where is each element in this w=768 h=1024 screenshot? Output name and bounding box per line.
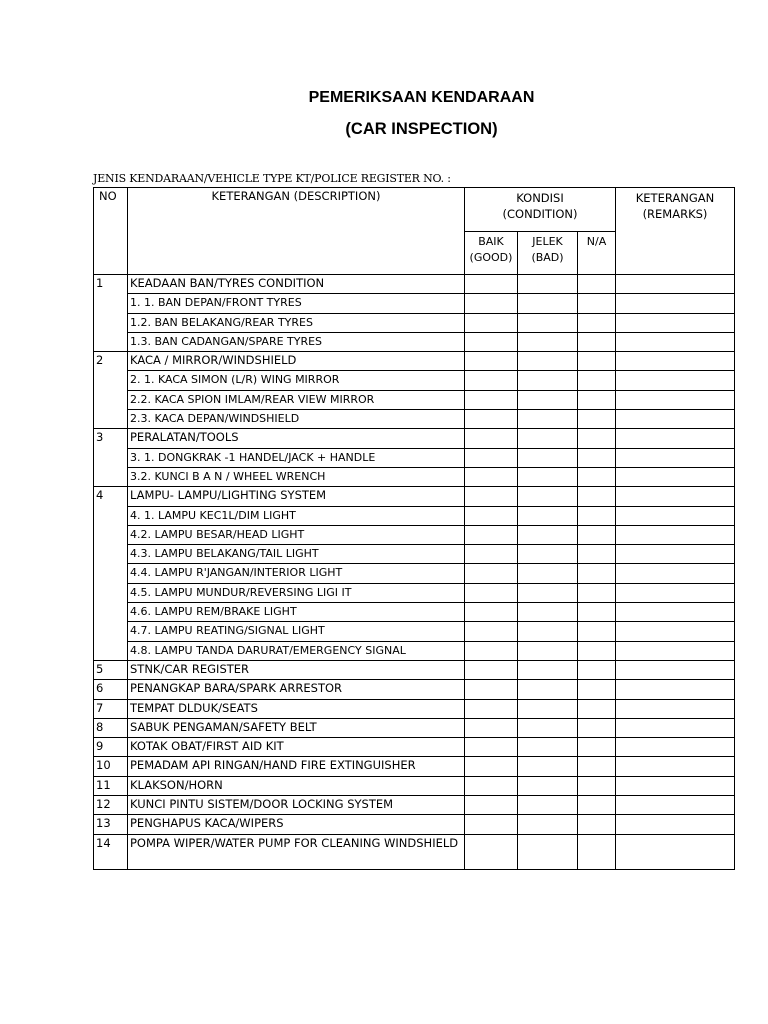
table-row <box>94 429 735 448</box>
cell-bad[interactable] <box>518 718 578 737</box>
cell-good[interactable] <box>465 834 518 869</box>
cell-bad[interactable] <box>518 332 578 351</box>
table-row <box>94 718 735 737</box>
cell-na[interactable] <box>578 467 616 486</box>
cell-good[interactable] <box>465 660 518 679</box>
row-description: LAMPU- LAMPU/LIGHTING SYSTEM <box>128 487 465 506</box>
cell-na[interactable] <box>578 545 616 564</box>
cell-na[interactable] <box>578 371 616 390</box>
table-row <box>94 757 735 776</box>
row-number: 9 <box>94 738 128 757</box>
row-description: KLAKSON/HORN <box>128 776 465 795</box>
cell-bad[interactable] <box>518 564 578 583</box>
cell-na[interactable] <box>578 680 616 699</box>
row-description: 4.7. LAMPU REATING/SIGNAL LIGHT <box>128 622 465 641</box>
row-description: PENANGKAP BARA/SPARK ARRESTOR <box>128 680 465 699</box>
table-row <box>94 352 735 371</box>
row-description: 4.2. LAMPU BESAR/HEAD LIGHT <box>128 525 465 544</box>
cell-remarks[interactable] <box>616 487 735 506</box>
cell-na[interactable] <box>578 603 616 622</box>
row-description: PERALATAN/TOOLS <box>128 429 465 448</box>
cell-bad[interactable] <box>518 525 578 544</box>
vehicle-type-line: JENIS KENDARAAN/VEHICLE TYPE KT/POLICE REGISTER NO. : <box>93 172 451 185</box>
table-row <box>94 448 735 467</box>
table-row <box>94 834 735 869</box>
row-number: 13 <box>94 815 128 834</box>
table-row <box>94 545 735 564</box>
header-na: N/A <box>578 232 616 275</box>
table-row <box>94 796 735 815</box>
table-row <box>94 390 735 409</box>
table-row <box>94 738 735 757</box>
table-row <box>94 603 735 622</box>
cell-remarks[interactable] <box>616 410 735 429</box>
header-no: NO <box>94 188 128 275</box>
cell-remarks[interactable] <box>616 776 735 795</box>
cell-good[interactable] <box>465 622 518 641</box>
header-condition-line1: KONDISI <box>516 191 564 205</box>
cell-good[interactable] <box>465 757 518 776</box>
cell-good[interactable] <box>465 583 518 602</box>
cell-na[interactable] <box>578 718 616 737</box>
cell-good[interactable] <box>465 313 518 332</box>
header-bad <box>518 232 578 275</box>
cell-remarks[interactable] <box>616 275 735 294</box>
cell-remarks[interactable] <box>616 390 735 409</box>
cell-na[interactable] <box>578 815 616 834</box>
cell-bad[interactable] <box>518 313 578 332</box>
cell-remarks[interactable] <box>616 332 735 351</box>
cell-remarks[interactable] <box>616 834 735 869</box>
row-description: KEADAAN BAN/TYRES CONDITION <box>128 275 465 294</box>
cell-bad[interactable] <box>518 660 578 679</box>
row-description: 1.2. BAN BELAKANG/REAR TYRES <box>128 313 465 332</box>
cell-good[interactable] <box>465 371 518 390</box>
row-number: 6 <box>94 680 128 699</box>
cell-good[interactable] <box>465 699 518 718</box>
cell-remarks[interactable] <box>616 294 735 313</box>
table-row <box>94 815 735 834</box>
row-description: 2. 1. KACA SIMON (L/R) WING MIRROR <box>128 371 465 390</box>
table-row <box>94 332 735 351</box>
cell-remarks[interactable] <box>616 815 735 834</box>
cell-remarks[interactable] <box>616 796 735 815</box>
row-description: SABUK PENGAMAN/SAFETY BELT <box>128 718 465 737</box>
row-number: 4 <box>94 487 128 661</box>
cell-na[interactable] <box>578 448 616 467</box>
table-row <box>94 313 735 332</box>
row-description: 4.6. LAMPU REM/BRAKE LIGHT <box>128 603 465 622</box>
cell-na[interactable] <box>578 429 616 448</box>
cell-good[interactable] <box>465 545 518 564</box>
cell-good[interactable] <box>465 448 518 467</box>
table-row <box>94 776 735 795</box>
row-description: 4.3. LAMPU BELAKANG/TAIL LIGHT <box>128 545 465 564</box>
cell-remarks[interactable] <box>616 757 735 776</box>
cell-bad[interactable] <box>518 448 578 467</box>
row-description: KOTAK OBAT/FIRST AID KIT <box>128 738 465 757</box>
cell-na[interactable] <box>578 834 616 869</box>
header-remarks <box>616 188 735 275</box>
table-row <box>94 583 735 602</box>
row-description: POMPA WIPER/WATER PUMP FOR CLEANING WINDSHIELD <box>128 834 465 869</box>
cell-remarks[interactable] <box>616 467 735 486</box>
cell-good[interactable] <box>465 275 518 294</box>
cell-good[interactable] <box>465 467 518 486</box>
cell-bad[interactable] <box>518 487 578 506</box>
cell-remarks[interactable] <box>616 622 735 641</box>
cell-na[interactable] <box>578 487 616 506</box>
cell-bad[interactable] <box>518 796 578 815</box>
cell-bad[interactable] <box>518 583 578 602</box>
cell-na[interactable] <box>578 332 616 351</box>
cell-good[interactable] <box>465 718 518 737</box>
row-description: KACA / MIRROR/WINDSHIELD <box>128 352 465 371</box>
cell-good[interactable] <box>465 332 518 351</box>
row-number: 12 <box>94 796 128 815</box>
row-description: 4. 1. LAMPU KEC1L/DIM LIGHT <box>128 506 465 525</box>
row-description: 3. 1. DONGKRAK -1 HANDEL/JACK + HANDLE <box>128 448 465 467</box>
cell-na[interactable] <box>578 275 616 294</box>
cell-remarks[interactable] <box>616 506 735 525</box>
row-description: PENGHAPUS KACA/WIPERS <box>128 815 465 834</box>
row-description: 3.2. KUNCI B A N / WHEEL WRENCH <box>128 467 465 486</box>
cell-bad[interactable] <box>518 622 578 641</box>
cell-good[interactable] <box>465 525 518 544</box>
cell-good[interactable] <box>465 738 518 757</box>
header-bad-line1: JELEK <box>532 235 563 248</box>
row-description: TEMPAT DLDUK/SEATS <box>128 699 465 718</box>
row-description: 2.2. KACA SPION IMLAM/REAR VIEW MIRROR <box>128 390 465 409</box>
table-row <box>94 641 735 660</box>
cell-na[interactable] <box>578 313 616 332</box>
cell-na[interactable] <box>578 738 616 757</box>
cell-remarks[interactable] <box>616 313 735 332</box>
cell-bad[interactable] <box>518 815 578 834</box>
table-row <box>94 680 735 699</box>
cell-na[interactable] <box>578 641 616 660</box>
table-row <box>94 622 735 641</box>
cell-good[interactable] <box>465 641 518 660</box>
cell-bad[interactable] <box>518 699 578 718</box>
table-row <box>94 371 735 390</box>
table-row <box>94 467 735 486</box>
cell-remarks[interactable] <box>616 583 735 602</box>
cell-good[interactable] <box>465 429 518 448</box>
cell-bad[interactable] <box>518 506 578 525</box>
cell-remarks[interactable] <box>616 718 735 737</box>
cell-bad[interactable] <box>518 352 578 371</box>
header-remarks-line2: (REMARKS) <box>642 207 708 221</box>
cell-good[interactable] <box>465 564 518 583</box>
cell-bad[interactable] <box>518 410 578 429</box>
row-description: 2.3. KACA DEPAN/WINDSHIELD <box>128 410 465 429</box>
cell-bad[interactable] <box>518 467 578 486</box>
cell-remarks[interactable] <box>616 641 735 660</box>
row-description: 4.5. LAMPU MUNDUR/REVERSING LIGI IT <box>128 583 465 602</box>
row-description: 4.8. LAMPU TANDA DARURAT/EMERGENCY SIGNAL <box>128 641 465 660</box>
cell-remarks[interactable] <box>616 564 735 583</box>
cell-bad[interactable] <box>518 680 578 699</box>
cell-na[interactable] <box>578 757 616 776</box>
document-title: PEMERIKSAAN KENDARAAN <box>308 89 535 106</box>
cell-na[interactable] <box>578 352 616 371</box>
cell-good[interactable] <box>465 352 518 371</box>
header-good <box>465 232 518 275</box>
cell-good[interactable] <box>465 603 518 622</box>
cell-bad[interactable] <box>518 776 578 795</box>
cell-remarks[interactable] <box>616 738 735 757</box>
cell-good[interactable] <box>465 294 518 313</box>
cell-na[interactable] <box>578 776 616 795</box>
table-row <box>94 410 735 429</box>
header-description: KETERANGAN (DESCRIPTION) <box>128 188 465 275</box>
cell-good[interactable] <box>465 680 518 699</box>
cell-remarks[interactable] <box>616 545 735 564</box>
row-description: 1.3. BAN CADANGAN/SPARE TYRES <box>128 332 465 351</box>
cell-bad[interactable] <box>518 757 578 776</box>
cell-na[interactable] <box>578 564 616 583</box>
cell-bad[interactable] <box>518 738 578 757</box>
row-number: 5 <box>94 660 128 679</box>
row-description: PEMADAM API RINGAN/HAND FIRE EXTINGUISHER <box>128 757 465 776</box>
cell-na[interactable] <box>578 525 616 544</box>
cell-good[interactable] <box>465 487 518 506</box>
row-number: 14 <box>94 834 128 869</box>
header-condition <box>465 188 616 232</box>
row-number: 8 <box>94 718 128 737</box>
row-description: 1. 1. BAN DEPAN/FRONT TYRES <box>128 294 465 313</box>
cell-good[interactable] <box>465 815 518 834</box>
row-description: 4.4. LAMPU R'JANGAN/INTERIOR LIGHT <box>128 564 465 583</box>
cell-good[interactable] <box>465 506 518 525</box>
cell-remarks[interactable] <box>616 448 735 467</box>
cell-bad[interactable] <box>518 429 578 448</box>
table-row <box>94 525 735 544</box>
row-number: 7 <box>94 699 128 718</box>
cell-remarks[interactable] <box>616 603 735 622</box>
row-number: 1 <box>94 275 128 352</box>
cell-na[interactable] <box>578 660 616 679</box>
cell-good[interactable] <box>465 390 518 409</box>
cell-na[interactable] <box>578 294 616 313</box>
cell-remarks[interactable] <box>616 371 735 390</box>
cell-bad[interactable] <box>518 641 578 660</box>
table-row <box>94 506 735 525</box>
header-condition-line2: (CONDITION) <box>502 207 578 221</box>
inspection-table <box>93 187 735 870</box>
header-bad-line2: (BAD) <box>531 251 564 264</box>
cell-good[interactable] <box>465 410 518 429</box>
cell-bad[interactable] <box>518 371 578 390</box>
row-description: KUNCI PINTU SISTEM/DOOR LOCKING SYSTEM <box>128 796 465 815</box>
header-good-line1: BAIK <box>478 235 504 248</box>
table-row <box>94 487 735 506</box>
cell-remarks[interactable] <box>616 429 735 448</box>
table-row <box>94 699 735 718</box>
cell-bad[interactable] <box>518 603 578 622</box>
cell-bad[interactable] <box>518 834 578 869</box>
header-remarks-line1: KETERANGAN <box>635 191 715 205</box>
cell-bad[interactable] <box>518 545 578 564</box>
table-row <box>94 660 735 679</box>
cell-na[interactable] <box>578 622 616 641</box>
table-row <box>94 275 735 294</box>
row-description: STNK/CAR REGISTER <box>128 660 465 679</box>
cell-na[interactable] <box>578 410 616 429</box>
cell-remarks[interactable] <box>616 352 735 371</box>
header-good-line2: (GOOD) <box>469 251 513 264</box>
table-row <box>94 564 735 583</box>
cell-na[interactable] <box>578 506 616 525</box>
cell-bad[interactable] <box>518 294 578 313</box>
cell-bad[interactable] <box>518 275 578 294</box>
cell-remarks[interactable] <box>616 680 735 699</box>
cell-remarks[interactable] <box>616 525 735 544</box>
row-number: 10 <box>94 757 128 776</box>
cell-na[interactable] <box>578 699 616 718</box>
row-number: 2 <box>94 352 128 429</box>
cell-na[interactable] <box>578 390 616 409</box>
table-row <box>94 294 735 313</box>
row-number: 3 <box>94 429 128 487</box>
cell-remarks[interactable] <box>616 660 735 679</box>
cell-good[interactable] <box>465 776 518 795</box>
cell-good[interactable] <box>465 796 518 815</box>
cell-bad[interactable] <box>518 390 578 409</box>
cell-na[interactable] <box>578 796 616 815</box>
cell-na[interactable] <box>578 583 616 602</box>
document-subtitle: (CAR INSPECTION) <box>345 120 498 138</box>
row-number: 11 <box>94 776 128 795</box>
cell-remarks[interactable] <box>616 699 735 718</box>
